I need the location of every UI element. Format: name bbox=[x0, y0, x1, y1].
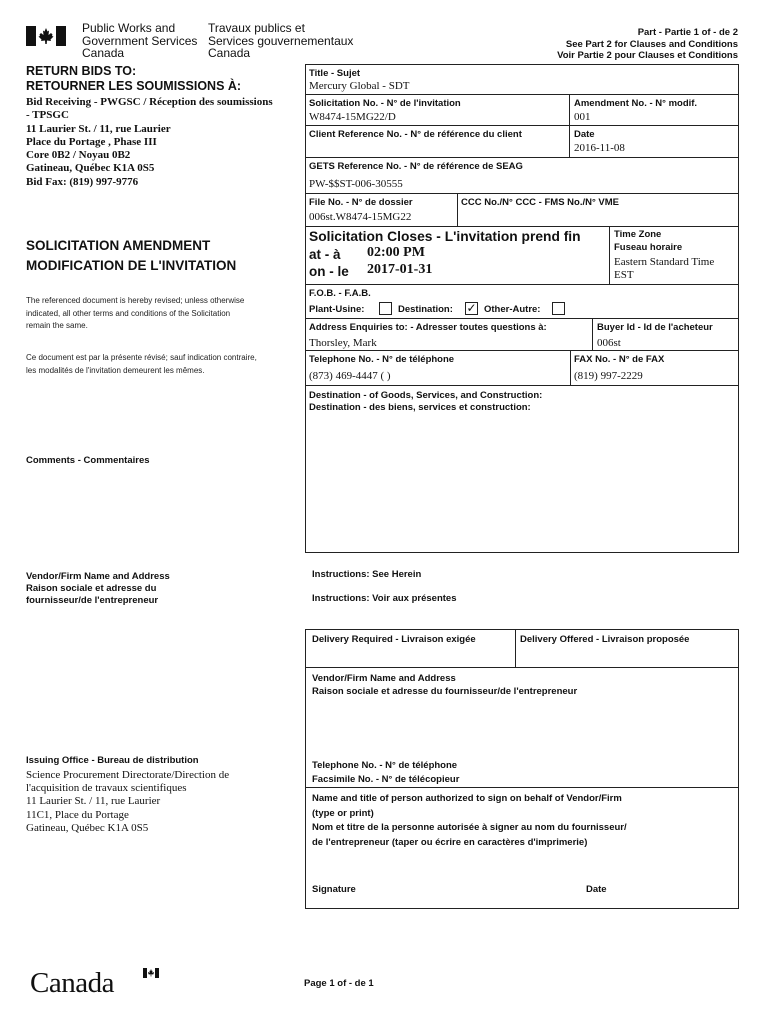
amendment-text-line: Ce document est par la présente révisé; sauf indication contraire, bbox=[26, 353, 257, 362]
org-en-line: Public Works and bbox=[82, 21, 176, 35]
signature-date-label: Date bbox=[586, 884, 607, 895]
issuing-line: 11 Laurier St. / 11, rue Laurier bbox=[26, 795, 161, 808]
time-zone-label bbox=[614, 229, 682, 254]
ccc-no-label: CCC No./N° CCC - FMS No./N° VME bbox=[461, 197, 620, 208]
file-no-label: File No. - N° de dossier bbox=[309, 197, 413, 208]
vendor-telephone-label: Telephone No. - N° de téléphone bbox=[312, 760, 458, 771]
return-bids-title-fr: RETOURNER LES SOUMISSIONS À: bbox=[26, 79, 242, 93]
destination-goods-fr: Destination - des biens, services et construction: bbox=[309, 401, 531, 413]
address-enquiries-value: Thorsley, Mark bbox=[309, 337, 377, 349]
return-bids-title bbox=[26, 64, 241, 94]
issuing-line: Science Procurement Directorate/Direction de bbox=[26, 769, 230, 781]
closes-on-label: on - le bbox=[309, 264, 349, 279]
canada-flag-icon bbox=[26, 26, 66, 46]
vendor-box-label-line: Vendor/Firm Name and Address bbox=[312, 673, 456, 684]
org-name-en bbox=[82, 22, 197, 60]
other-autre-checkbox[interactable] bbox=[552, 301, 565, 319]
amendment-text-line: indicated, all other terms and conditions of the Solicitation bbox=[26, 308, 231, 318]
time-zone-value-line: Eastern Standard Time bbox=[614, 256, 715, 268]
gets-reference-value: PW-$$ST-006-30555 bbox=[309, 178, 403, 190]
file-no-value: 006st.W8474-15MG22 bbox=[309, 211, 412, 223]
amendment-no-label: Amendment No. - N° modif. bbox=[574, 98, 698, 109]
time-zone-label-en: Time Zone bbox=[614, 229, 662, 240]
amendment-text-line: The referenced document is hereby revised; unless otherwise bbox=[26, 296, 245, 305]
other-autre-label: Other-Autre: bbox=[484, 304, 541, 315]
closes-on-value: 2017-01-31 bbox=[367, 262, 433, 277]
page-number: Page 1 of - de 1 bbox=[304, 978, 374, 989]
part-info bbox=[557, 27, 738, 62]
address-line: Place du Portage , Phase III bbox=[26, 135, 157, 148]
buyer-id-value: 006st bbox=[597, 337, 621, 349]
plant-usine-checkbox[interactable] bbox=[379, 301, 392, 319]
fax-value: (819) 997-2229 bbox=[574, 370, 643, 382]
title-value: Mercury Global - SDT bbox=[309, 80, 410, 92]
see-part-fr: Voir Partie 2 pour Clauses et Conditions bbox=[557, 50, 738, 61]
destination-label: Destination: bbox=[398, 304, 453, 315]
authorized-line: de l'entrepreneur (taper ou écrire en caractères d'imprimerie) bbox=[312, 836, 588, 848]
address-line: Bid Receiving - PWGSC / Réception des soumissions bbox=[26, 96, 273, 108]
vendor-box-label-line: Raison sociale et adresse du fournisseur/de l'entrepreneur bbox=[312, 686, 578, 697]
issuing-office-label: Issuing Office - Bureau de distribution bbox=[26, 755, 199, 766]
vendor-label-line: fournisseur/de l'entrepreneur bbox=[26, 595, 159, 606]
title-label: Title - Sujet bbox=[309, 68, 361, 79]
buyer-id-label: Buyer Id - Id de l'acheteur bbox=[597, 322, 713, 333]
destination-goods-label bbox=[309, 390, 542, 413]
authorized-line: Name and title of person authorized to sign on behalf of Vendor/Firm bbox=[312, 793, 622, 804]
amendment-text-line: les modalités de l'invitation demeurent les mêmes. bbox=[26, 365, 205, 375]
signature-label: Signature bbox=[312, 884, 356, 895]
amendment-title-en: SOLICITATION AMENDMENT bbox=[26, 238, 211, 253]
date-value: 2016-11-08 bbox=[574, 142, 625, 154]
issuing-line: Gatineau, Québec K1A 0S5 bbox=[26, 821, 149, 834]
amendment-title-fr: MODIFICATION DE L'INVITATION bbox=[26, 258, 237, 273]
canada-wordmark-logo bbox=[30, 966, 140, 1000]
return-bids-address bbox=[26, 96, 273, 189]
amendment-text-line: remain the same. bbox=[26, 321, 88, 330]
canada-wordmark-text: Canada bbox=[30, 967, 114, 999]
solicitation-closes-title: Solicitation Closes - L'invitation prend fin bbox=[309, 229, 581, 244]
org-fr-line: Services gouvernementaux bbox=[208, 33, 354, 48]
date-label: Date bbox=[574, 129, 595, 140]
instructions-en: Instructions: See Herein bbox=[312, 569, 422, 580]
delivery-required-label: Delivery Required - Livraison exigée bbox=[312, 634, 476, 645]
see-part-en: See Part 2 for Clauses and Conditions bbox=[565, 38, 738, 50]
amendment-title bbox=[26, 236, 236, 276]
vendor-firm-label-left bbox=[26, 571, 170, 607]
instructions-fr: Instructions: Voir aux présentes bbox=[312, 593, 457, 604]
vendor-firm-label bbox=[312, 672, 577, 698]
solicitation-value: W8474-15MG22/D bbox=[309, 111, 396, 123]
closes-at-value: 02:00 PM bbox=[367, 245, 425, 260]
bid-fax: Bid Fax: (819) 997-9776 bbox=[26, 175, 139, 188]
time-zone-label-fr: Fuseau horaire bbox=[614, 241, 683, 253]
checkmark-icon: ✓ bbox=[466, 301, 477, 316]
org-name-fr bbox=[208, 22, 353, 60]
address-line: 11 Laurier St. / 11, rue Laurier bbox=[26, 122, 171, 135]
authorized-line: (type or print) bbox=[312, 807, 374, 819]
authorized-person-label bbox=[312, 792, 627, 850]
fax-label: FAX No. - N° de FAX bbox=[574, 354, 665, 365]
gets-reference-label: GETS Reference No. - N° de référence de SEAG bbox=[309, 161, 523, 172]
org-fr-line: Canada bbox=[208, 46, 251, 60]
issuing-line: 11C1, Place du Portage bbox=[26, 808, 129, 821]
address-line: - TPSGC bbox=[26, 109, 69, 122]
org-en-line: Government Services bbox=[82, 33, 198, 48]
time-zone-value bbox=[614, 256, 714, 282]
closes-at-label: at - à bbox=[309, 247, 341, 262]
amendment-no-value: 001 bbox=[574, 111, 591, 123]
vendor-phone-fax-label bbox=[312, 759, 459, 786]
solicitation-label: Solicitation No. - N° de l'invitation bbox=[309, 98, 461, 109]
fob-label: F.O.B. - F.A.B. bbox=[309, 288, 371, 299]
vendor-label-line: Vendor/Firm Name and Address bbox=[26, 571, 170, 582]
time-zone-value-line: EST bbox=[614, 269, 634, 281]
delivery-offered-label: Delivery Offered - Livraison proposée bbox=[520, 634, 690, 645]
part-number: Part - Partie 1 of - de 2 bbox=[637, 27, 738, 38]
vendor-label-line: Raison sociale et adresse du bbox=[26, 583, 157, 594]
telephone-label: Telephone No. - N° de téléphone bbox=[309, 354, 455, 365]
address-line: Gatineau, Québec K1A 0S5 bbox=[26, 162, 155, 175]
amendment-text-en bbox=[26, 295, 244, 333]
telephone-value: (873) 469-4447 ( ) bbox=[309, 370, 391, 382]
address-line: Core 0B2 / Noyau 0B2 bbox=[26, 149, 131, 162]
client-reference-label: Client Reference No. - N° de référence du client bbox=[309, 129, 522, 140]
issuing-line: l'acquisition de travaux scientifiques bbox=[26, 782, 187, 795]
org-en-line: Canada bbox=[82, 46, 125, 60]
destination-checkbox[interactable] bbox=[465, 301, 478, 319]
comments-label: Comments - Commentaires bbox=[26, 455, 150, 466]
destination-goods-en: Destination - of Goods, Services, and Construction: bbox=[309, 390, 543, 401]
vendor-facsimile-label: Facsimile No. - N° de télécopieur bbox=[312, 773, 460, 785]
org-fr-line: Travaux publics et bbox=[208, 21, 305, 35]
plant-usine-label: Plant-Usine: bbox=[309, 304, 365, 315]
wordmark-flag-icon bbox=[143, 968, 159, 978]
amendment-text-fr bbox=[26, 352, 257, 377]
address-enquiries-label: Address Enquiries to: - Adresser toutes questions à: bbox=[309, 322, 547, 333]
authorized-line: Nom et titre de la personne autorisée à signer au nom du fournisseur/ bbox=[312, 822, 627, 833]
issuing-office-address bbox=[26, 769, 229, 835]
return-bids-title-en: RETURN BIDS TO: bbox=[26, 64, 137, 78]
